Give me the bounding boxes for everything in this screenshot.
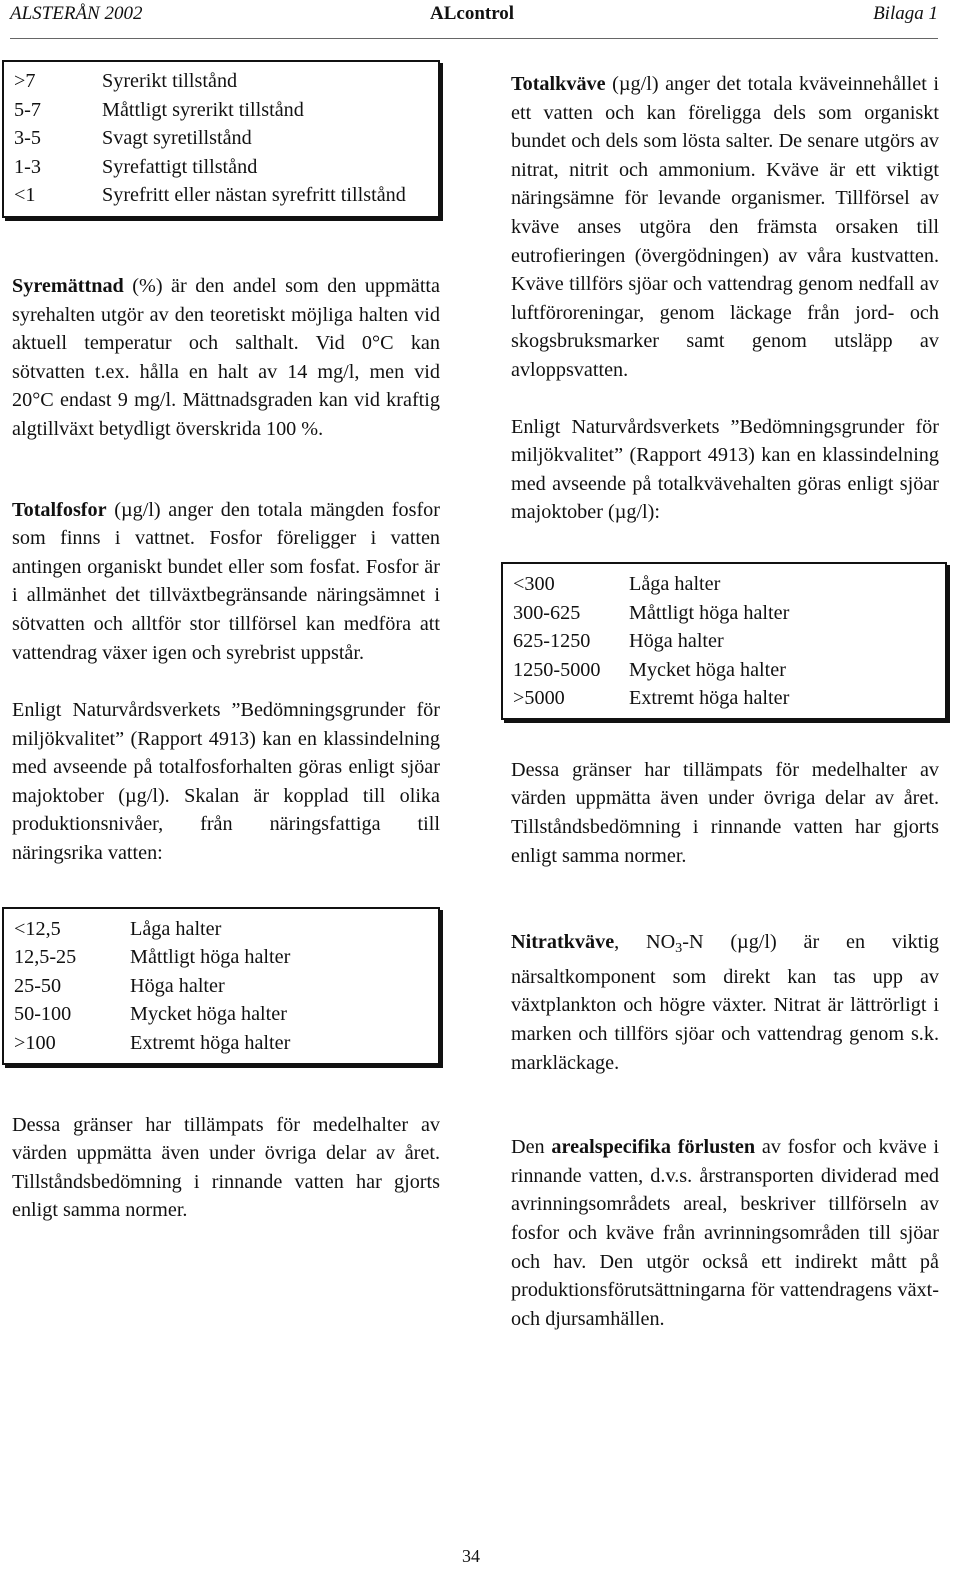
nitratkvave-formula: , NO <box>614 931 676 954</box>
phosphorus-class-label: Höga halter <box>130 974 225 997</box>
phosphorus-class-label: Måttligt höga halter <box>130 946 291 969</box>
nitrogen-class-row <box>513 684 941 713</box>
nitrogen-class-row <box>513 599 941 628</box>
nitrogen-class-row <box>513 656 941 685</box>
oxygen-class-key: <1 <box>14 184 36 207</box>
oxygen-class-key: >7 <box>14 70 36 92</box>
nitratkvave-subscript: 3 <box>675 940 683 957</box>
oxygen-class-row <box>14 96 434 125</box>
phosphorus-class-row <box>14 1000 434 1029</box>
oxygen-class-key: 5-7 <box>14 98 41 121</box>
oxygen-class-key: 1-3 <box>14 155 41 178</box>
oxygen-class-label: Syrerikt tillstånd <box>102 70 238 92</box>
syremattnad-term: Syremättnad <box>12 274 124 297</box>
oxygen-class-box <box>2 60 440 218</box>
phosphorus-class-label: Mycket höga halter <box>130 1003 287 1026</box>
syremattnad-paragraph <box>12 272 440 444</box>
nitrogen-class-row <box>513 570 941 599</box>
nitrogen-class-label: Måttligt höga halter <box>629 601 790 624</box>
phosphorus-class-row <box>14 972 434 1001</box>
left-column <box>12 60 440 1225</box>
header-appendix: Bilaga 1 <box>873 3 938 24</box>
oxygen-class-row <box>14 124 434 153</box>
phosphorus-class-key: 12,5-25 <box>14 946 77 969</box>
nitrogen-class-label: Höga halter <box>629 630 724 653</box>
phosphorus-class-row <box>14 1029 434 1058</box>
oxygen-class-label: Måttligt syrerikt tillstånd <box>102 98 304 121</box>
nitrogen-class-label: Mycket höga halter <box>629 658 786 681</box>
phosphorus-class-key: <12,5 <box>14 917 61 940</box>
totalkvave-text: (µg/l) anger det totala kväveinnehållet i ett vatten och kan föreligga dels som organiskt bundet och dels som lösta salter. De senare utgörs av nitrat, nitrit och ammonium. Kväve är ett viktigt näringsämne för levande organismer. Tillförsel av kväve anses utgöra den främsta orsaken till eutrofieringen (övergödningen) av våra kustvatten. Kväve tillförs sjöar och vattendrag genom nedfall av luftföroreningar, genom läckage från jord- och skogsbruksmarker samt genom utsläpp av avloppsvatten. <box>511 73 939 381</box>
naturvard-fosfor-paragraph: Enligt Naturvårdsverkets ”Bedömningsgrunder för miljökvalitet” (Rapport 4913) kan en klassindelning med avseende på totalfosforhalten göras enligt sjöar majoktober (µg/l). Skalan är kopplad till olika produktionsnivåer, från näringsfattiga till näringsrika vatten: <box>12 699 440 865</box>
nitrogen-class-box <box>501 562 947 720</box>
header-company: ALcontrol <box>430 3 515 24</box>
page-number: 34 <box>462 1546 480 1566</box>
oxygen-class-row <box>14 67 434 96</box>
nitratkvave-term: Nitratkväve <box>511 931 615 954</box>
nitratkvave-text: -N (µg/l) är en viktig närsaltkomponent som direkt kan tas upp av växtplankton och högre växter. Nitrat är lättrörligt i marken och tillförs sjöar och vattendrag genom s.k. markläckage. <box>511 931 939 1074</box>
nitrogen-class-row <box>513 627 941 656</box>
nitrogen-class-key: >5000 <box>513 687 565 710</box>
phosphorus-class-key: 25-50 <box>14 974 62 997</box>
naturvard-kvave-paragraph: Enligt Naturvårdsverkets ”Bedömningsgrunder för miljökvalitet” (Rapport 4913) kan en klassindelning med avseende på totalkvävehalten göras enligt sjöar majoktober (µg/l): <box>511 415 939 524</box>
right-column <box>511 70 939 1333</box>
arealspecifik-term: arealspecifika förlusten <box>551 1136 756 1159</box>
gransar-fosfor-paragraph: Dessa gränser har tillämpats för medelhalter av värden uppmätta även under övriga delar av året. Tillståndsbedömning i rinnande vatten har gjorts enligt samma normer. <box>12 1113 440 1222</box>
arealspecifik-text: av fosfor och kväve i rinnande vatten, d.v.s. årstransporten dividerad med avrinningsområdets areal, beskriver tillförseln av fosfor och kväve från avrinningsområden till sjöar och hav. Den utgör också ett indirekt mått på produktionsförutsättningarna för vattendragens växt- och djursamhällen. <box>511 1136 939 1330</box>
nitrogen-class-key: 300-625 <box>513 601 581 624</box>
arealspecifik-paragraph <box>511 1133 939 1333</box>
phosphorus-class-label: Extremt höga halter <box>130 1032 291 1055</box>
oxygen-class-label: Syrefattigt tillstånd <box>102 155 258 178</box>
oxygen-class-label: Syrefritt eller nästan syrefritt tillstånd <box>102 184 406 207</box>
totalfosfor-paragraph <box>12 496 440 668</box>
oxygen-class-label: Svagt syretillstånd <box>102 127 252 150</box>
phosphorus-class-key: >100 <box>14 1032 56 1055</box>
oxygen-class-row <box>14 181 434 210</box>
nitrogen-class-key: <300 <box>513 572 555 595</box>
totalfosfor-term: Totalfosfor <box>12 498 107 521</box>
nitratkvave-paragraph <box>511 928 939 1077</box>
oxygen-class-key: 3-5 <box>14 127 41 150</box>
arealspecifik-pre: Den <box>511 1136 552 1159</box>
phosphorus-class-box <box>2 907 440 1065</box>
totalkvave-paragraph <box>511 70 939 385</box>
phosphorus-class-key: 50-100 <box>14 1003 72 1026</box>
gransar-kvave-paragraph: Dessa gränser har tillämpats för medelhalter av värden uppmätta även under övriga delar av året. Tillståndsbedömning i rinnande vatten har gjorts enligt samma normer. <box>511 758 939 867</box>
phosphorus-class-row <box>14 943 434 972</box>
totalkvave-term: Totalkväve <box>511 73 606 95</box>
nitrogen-class-label: Låga halter <box>629 572 721 595</box>
nitrogen-class-key: 625-1250 <box>513 630 591 653</box>
header-divider <box>10 38 938 39</box>
header-report-title: ALSTERÅN 2002 <box>10 3 143 24</box>
totalfosfor-text: (µg/l) anger den totala mängden fosfor som finns i vattnet. Fosfor föreligger i vatten antingen organiskt bundet eller som fosfat. Fosfor är i allmänhet det tillväxtbegränsande näringsämnet i sötvatten och alltför stor tillförsel kan medföra att vattendrag växer igen och syrebrist uppstår. <box>12 498 440 664</box>
nitrogen-class-label: Extremt höga halter <box>629 687 790 710</box>
page-header <box>0 0 960 30</box>
syremattnad-text: (%) är den andel som den uppmätta syrehalten utgör av den teoretiskt möjliga halten vid aktuell temperatur och salthalt. Vid 0°C kan sötvatten t.ex. hålla en halt av 14 mg/l, men vid 20°C endast 9 mg/l. Mättnadsgraden kan vid kraftig algtillväxt betydligt överskrida 100 %. <box>12 274 440 440</box>
oxygen-class-row <box>14 153 434 182</box>
nitrogen-class-key: 1250-5000 <box>513 658 601 681</box>
phosphorus-class-label: Låga halter <box>130 917 222 940</box>
phosphorus-class-row <box>14 915 434 944</box>
